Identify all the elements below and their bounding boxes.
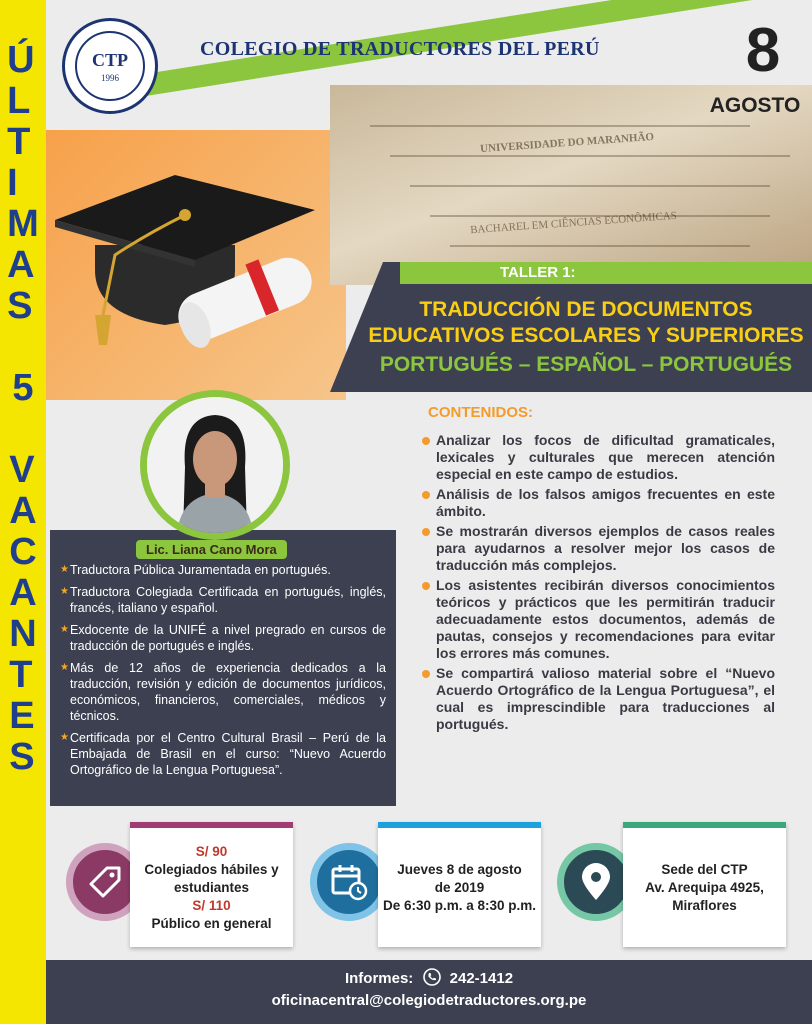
workshop-title-line2: EDUCATIVOS ESCOLARES Y SUPERIORES: [368, 324, 804, 347]
venue-card: [623, 822, 786, 947]
footer-informes: [46, 968, 812, 987]
side-banner-line3-letter: A: [9, 490, 37, 532]
venue-line3: Miraflores: [672, 897, 737, 913]
side-banner-line1-letter: T: [7, 121, 31, 163]
workshop-label: TALLER 1:: [500, 264, 576, 281]
contact-email[interactable]: oficinacentral@colegiodetraductores.org.pe: [271, 992, 587, 1009]
side-banner-line3-letter: A: [9, 572, 37, 614]
speaker-bio-panel: [50, 530, 396, 806]
price-tag-icon: [85, 862, 125, 902]
bio-item: ★ Traductora Colegiada Certificada en portugués, inglés, francés, italiano y español.: [60, 584, 386, 616]
side-banner-line2: [12, 368, 33, 409]
bio-item: ★ Traductora Pública Juramentada en portugués.: [60, 562, 386, 578]
date-circle: [310, 843, 388, 921]
speaker-portrait-icon: [147, 397, 283, 533]
bio-item: ★ Exdocente de la UNIFÉ a nivel pregrado en cursos de traducción de portugués e inglés.: [60, 622, 386, 654]
event-day: 8: [745, 16, 781, 85]
contents-heading: CONTENIDOS:: [428, 404, 533, 421]
price-members-label: Colegiados hábiles y estudiantes: [144, 861, 279, 895]
speaker-name: Lic. Liana Cano Mora: [136, 540, 287, 559]
side-banner-line1: [7, 40, 39, 327]
price-card: [130, 822, 293, 947]
side-banner-line1-letter: L: [7, 80, 31, 122]
venue-line1: Sede del CTP: [661, 861, 748, 877]
side-banner-line3-letter: N: [9, 613, 37, 655]
side-banner-line3-letter: C: [9, 531, 37, 573]
logo-text: CTP: [92, 49, 128, 70]
contents-list: [420, 432, 775, 733]
speaker-photo: [140, 390, 290, 540]
price-members: S/ 90: [195, 843, 228, 859]
graduation-cap-icon: [55, 175, 325, 355]
bio-item: ★ Más de 12 años de experiencia dedicados a la traducción, revisión y edición de documentos jurídicos, económicos, financieros, comerciales, médicos y técnicos.: [60, 660, 386, 724]
side-banner-line3: [9, 450, 36, 778]
workshop-label-band: [400, 262, 812, 284]
content-item: Analizar los focos de dificultad gramaticales, lexicales y culturales que merecen atención especial en este campo de estudios.: [420, 432, 775, 483]
phone-number[interactable]: 242-1412: [449, 970, 514, 987]
logo-year: 1996: [101, 72, 119, 83]
event-time: De 6:30 p.m. a 8:30 p.m.: [382, 897, 537, 913]
content-item: Se mostrarán diversos ejemplos de casos reales para ayudarnos a resolver mejor los casos de traducción más complejos.: [420, 523, 775, 574]
side-banner-line2-letter: 5: [12, 367, 34, 409]
side-banner-line3-letter: T: [9, 654, 33, 696]
event-date-line2: de 2019: [434, 879, 485, 895]
location-pin-icon: [578, 862, 614, 902]
venue-line2: Av. Arequipa 4925,: [645, 879, 764, 895]
content-item: Los asistentes recibirán diversos conocimientos teóricos y prácticos que les permitirán traducir adecuadamente estos documentos, además de pautas, consejos y recomendaciones para evitar los errores más comunes.: [420, 577, 775, 662]
side-banner-line1-letter: A: [7, 244, 35, 286]
side-banner-line1-letter: I: [7, 162, 18, 204]
date-card: [378, 822, 541, 947]
speaker-bio-list: [50, 530, 396, 778]
workshop-title-line1: TRADUCCIÓN DE DOCUMENTOS: [419, 298, 753, 321]
bio-item: ★ Certificada por el Centro Cultural Brasil – Perú de la Embajada de Brasil en el curso: “Nuevo Acuerdo Ortográfico de la Lengua Portuguesa”.: [60, 730, 386, 778]
vertical-label: [0, 40, 46, 1000]
side-banner-line3-letter: S: [9, 736, 35, 778]
price-public: S/ 110: [192, 897, 231, 913]
event-month: AGOSTO: [709, 94, 801, 117]
side-banner-line1-letter: S: [7, 285, 33, 327]
ctp-logo: [62, 18, 158, 114]
side-banner-line1-letter: M: [7, 203, 39, 245]
certificate-degree: BACHAREL EM CIÊNCIAS ECONÔMICAS: [469, 209, 678, 237]
content-item: Análisis de los falsos amigos frecuentes en este ámbito.: [420, 486, 775, 520]
contents-section: [420, 432, 775, 736]
phone-icon: [423, 968, 441, 986]
event-date-line1: Jueves 8 de agosto: [397, 861, 522, 877]
workshop-languages: PORTUGUÉS – ESPAÑOL – PORTUGUÉS: [379, 353, 793, 376]
org-name: COLEGIO DE TRADUCTORES DEL PERÚ: [200, 38, 600, 60]
calendar-clock-icon: [329, 862, 369, 902]
side-banner-line3-letter: E: [9, 695, 35, 737]
informes-label: Informes:: [344, 970, 414, 987]
side-banner-line3-letter: V: [9, 449, 35, 491]
price-public-label: Público en general: [151, 915, 272, 931]
side-banner-line1-letter: Ú: [7, 39, 35, 81]
content-item: Se compartirá valioso material sobre el “Nuevo Acuerdo Ortográfico de la Lengua Portuguesa”, el cual es imprescindible para traducciones al portugués.: [420, 665, 775, 733]
certificate-title: UNIVERSIDADE DO MARANHÃO: [479, 130, 655, 156]
